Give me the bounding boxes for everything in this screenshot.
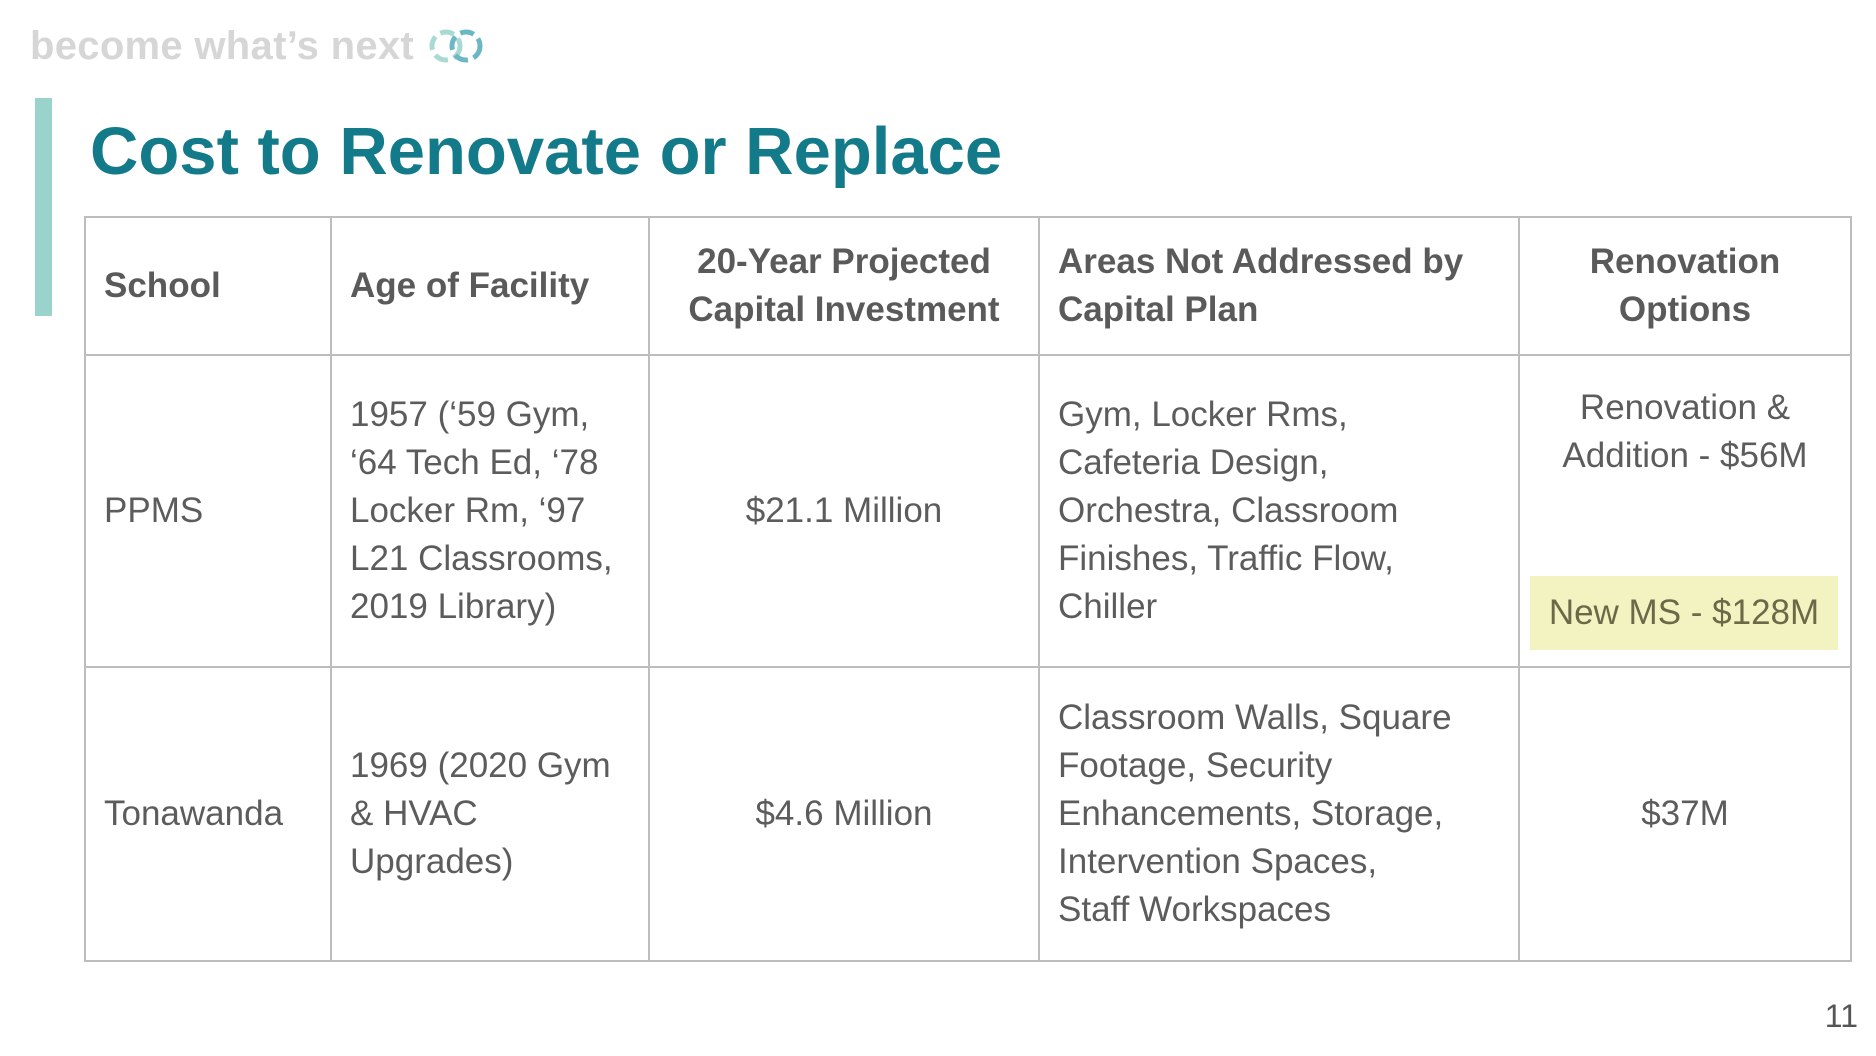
- areas-line: Intervention Spaces,: [1058, 842, 1378, 881]
- header-areas: [1039, 217, 1519, 355]
- age-line: Upgrades): [350, 842, 514, 881]
- areas-line: Orchestra, Classroom: [1058, 491, 1399, 530]
- cell-investment: $21.1 Million: [649, 355, 1039, 667]
- title-accent-bar: [35, 98, 52, 316]
- areas-line: Chiller: [1058, 587, 1158, 626]
- table-row: [85, 667, 1851, 961]
- age-line: 1957 (‘59 Gym,: [350, 395, 590, 434]
- cell-areas: [1039, 355, 1519, 667]
- areas-line: Enhancements, Storage,: [1058, 794, 1444, 833]
- age-line: ‘64 Tech Ed, ‘78: [350, 443, 599, 482]
- areas-line: Staff Workspaces: [1058, 890, 1331, 929]
- infinity-rings-icon: [424, 26, 490, 66]
- cell-school: Tonawanda: [85, 667, 331, 961]
- cell-age: [331, 667, 649, 961]
- areas-line: Cafeteria Design,: [1058, 443, 1329, 482]
- header-areas-line1: Areas Not Addressed by: [1058, 242, 1464, 281]
- areas-line: Footage, Security: [1058, 746, 1333, 785]
- brand-tagline: [30, 20, 490, 72]
- cell-school: PPMS: [85, 355, 331, 667]
- areas-line: Classroom Walls, Square: [1058, 698, 1452, 737]
- areas-line: Finishes, Traffic Flow,: [1058, 539, 1394, 578]
- header-age: Age of Facility: [331, 217, 649, 355]
- cell-options: $37M: [1519, 667, 1851, 961]
- header-investment-line2: Capital Investment: [688, 290, 1000, 329]
- table-header-row: [85, 217, 1851, 355]
- cell-areas: [1039, 667, 1519, 961]
- header-school: School: [85, 217, 331, 355]
- header-options-line2: Options: [1618, 290, 1752, 329]
- highlighted-new-ms-option: New MS - $128M: [1530, 576, 1838, 650]
- header-options: [1519, 217, 1851, 355]
- option-line: Addition - $56M: [1562, 436, 1808, 475]
- areas-line: Gym, Locker Rms,: [1058, 395, 1348, 434]
- age-line: 1969 (2020 Gym: [350, 746, 611, 785]
- header-options-line1: Renovation: [1589, 242, 1781, 281]
- age-line: & HVAC: [350, 794, 478, 833]
- cell-age: [331, 355, 649, 667]
- renovation-option: [1520, 384, 1850, 480]
- page-number: 11: [1824, 998, 1858, 1034]
- page-title: Cost to Renovate or Replace: [90, 114, 1003, 189]
- header-investment-line1: 20-Year Projected: [697, 242, 991, 281]
- age-line: L21 Classrooms,: [350, 539, 613, 578]
- option-line: Renovation &: [1579, 388, 1791, 427]
- age-line: Locker Rm, ‘97: [350, 491, 586, 530]
- age-line: 2019 Library): [350, 587, 557, 626]
- cell-investment: $4.6 Million: [649, 667, 1039, 961]
- brand-text: become what’s next: [30, 23, 415, 68]
- header-areas-line2: Capital Plan: [1058, 290, 1259, 329]
- header-investment: [649, 217, 1039, 355]
